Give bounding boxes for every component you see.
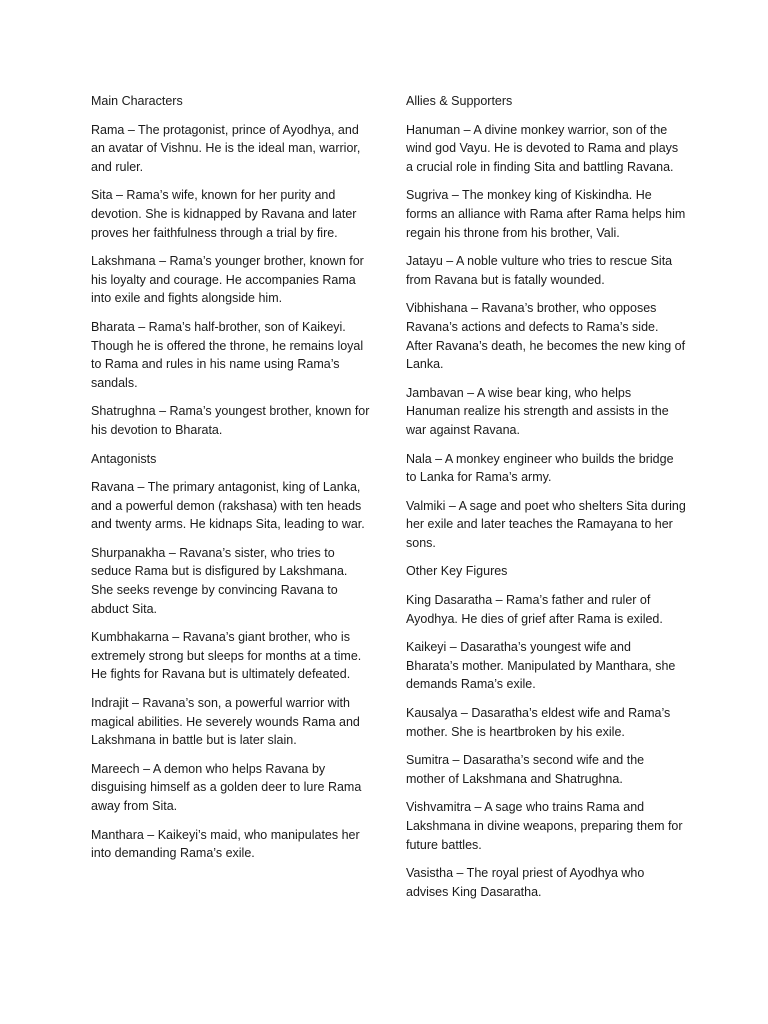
section-antagonists [91, 450, 373, 863]
section-heading: Antagonists [91, 451, 157, 466]
character-entry-shurpanakha: Shurpanakha – Ravana’s sister, who tries to seduce Rama but is disfigured by Lakshmana. She seeks revenge by convincing Ravana to abduct Sita. [91, 545, 348, 616]
character-entry-dasaratha: King Dasaratha – Rama’s father and ruler of Ayodhya. He dies of grief after Rama is exiled. [406, 593, 663, 626]
section-allies-supporters [406, 92, 686, 552]
character-entry-kumbhakarna: Kumbhakarna – Ravana’s giant brother, who is extremely strong but sleeps for months at a time. He fights for Ravana but is ultimately defeated. [91, 630, 362, 682]
section-other-key-figures [406, 562, 686, 901]
character-entry-vasistha: Vasistha – The royal priest of Ayodhya who advises King Dasaratha. [406, 866, 645, 899]
character-entry-sugriva: Sugriva – The monkey king of Kiskindha. He forms an alliance with Rama after Rama helps him regain his throne from his brother, Vali. [406, 188, 686, 240]
character-entry-jambavan: Jambavan – A wise bear king, who helps Hanuman realize his strength and assists in the war against Ravana. [406, 385, 669, 437]
character-entry-nala: Nala – A monkey engineer who builds the bridge to Lanka for Rama’s army. [406, 451, 674, 485]
character-entry-manthara: Manthara – Kaikeyi’s maid, who manipulates her into demanding Rama’s exile. [91, 827, 360, 861]
character-entry-kaikeyi: Kaikeyi – Dasaratha’s youngest wife and Bharata’s mother. Manipulated by Manthara, she demands Rama’s exile. [406, 640, 676, 692]
character-entry-lakshmana: Lakshmana – Rama’s younger brother, known for his loyalty and courage. He accompanies Rama into exile and fights alongside him. [91, 254, 364, 306]
character-entry-indrajit: Indrajit – Ravana’s son, a powerful warrior with magical abilities. He severely wounds Rama and Lakshmana in battle but is later slain. [91, 696, 360, 748]
character-entry-ravana: Ravana – The primary antagonist, king of Lanka, and a powerful demon (rakshasa) with ten heads and twenty arms. He kidnaps Sita, leading to war. [91, 480, 365, 532]
character-entry-vibhishana: Vibhishana – Ravana’s brother, who opposes Ravana’s actions and defects to Rama’s side. After Ravana’s death, he becomes the new king of Lanka. [406, 301, 686, 372]
character-entry-mareech: Mareech – A demon who helps Ravana by disguising himself as a golden deer to lure Rama away from Sita. [91, 761, 362, 813]
section-heading: Other Key Figures [406, 564, 508, 579]
character-entry-rama: Rama – The protagonist, prince of Ayodhya, and an avatar of Vishnu. He is the ideal man, warrior, and ruler. [91, 122, 361, 174]
character-entry-shatrughna: Shatrughna – Rama’s youngest brother, known for his devotion to Bharata. [91, 404, 370, 437]
character-entry-kausalya: Kausalya – Dasaratha’s eldest wife and Rama’s mother. She is heartbroken by his exile. [406, 706, 671, 739]
section-main-characters [91, 92, 373, 440]
character-entry-sumitra: Sumitra – Dasaratha’s second wife and the mother of Lakshmana and Shatrughna. [406, 753, 645, 786]
character-entry-hanuman: Hanuman – A divine monkey warrior, son of the wind god Vayu. He is devoted to Rama and plays a crucial role in finding Sita and battling Ravana. [406, 122, 679, 174]
character-entry-sita: Sita – Rama’s wife, known for her purity and devotion. She is kidnapped by Ravana and later proves her faithfulness through a trial by fire. [91, 188, 357, 240]
character-entry-vishvamitra: Vishvamitra – A sage who trains Rama and Lakshmana in divine weapons, preparing them for future battles. [406, 800, 683, 852]
section-heading: Main Characters [91, 94, 183, 108]
section-heading: Allies & Supporters [406, 94, 513, 108]
left-column [91, 92, 373, 873]
character-entry-jatayu: Jatayu – A noble vulture who tries to rescue Sita from Ravana but is fatally wounded. [406, 254, 673, 287]
character-entry-bharata: Bharata – Rama’s half-brother, son of Kaikeyi. Though he is offered the throne, he remains loyal to Rama and rules in his name using Rama’s sandals. [91, 319, 364, 390]
right-column [406, 92, 686, 911]
character-entry-valmiki: Valmiki – A sage and poet who shelters Sita during her exile and later teaches the Ramayana to her sons. [406, 498, 686, 550]
